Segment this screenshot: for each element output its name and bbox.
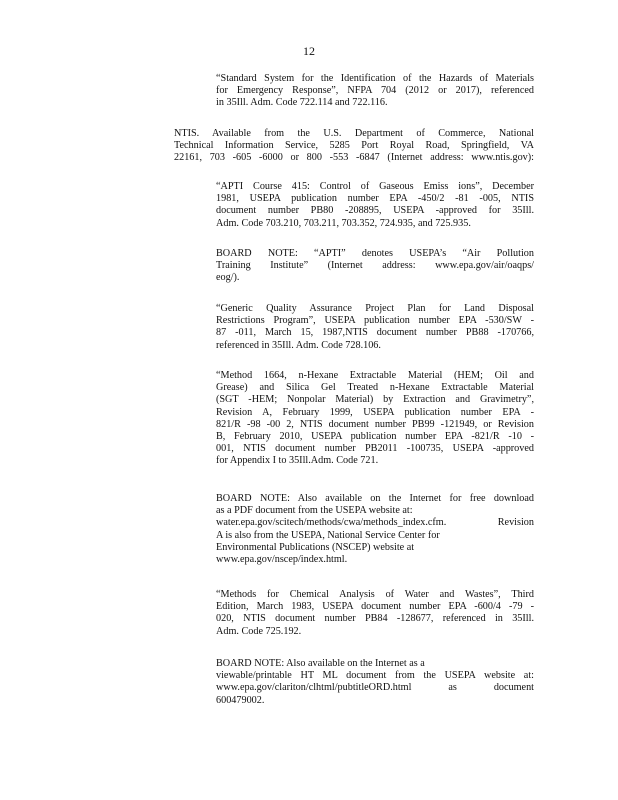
- text-line: Technical Information Service, 5285 Port Royal Road, Springfield, VA: [174, 140, 534, 152]
- text-line: 001, NTIS document number PB2011 -100735, USEPA -approved: [216, 443, 534, 455]
- text-line: B, February 2010, USEPA publication number EPA -821/R -10 -: [216, 431, 534, 443]
- text-line: A is also from the USEPA, National Service Center for: [216, 529, 440, 541]
- reference-generic-qa: [216, 303, 534, 352]
- board-note-methods-chemical-analysis: [216, 658, 534, 707]
- board-note-apti: [216, 248, 534, 285]
- text-line: water.epa.gov/scitech/methods/cwa/methods_index.cfm. Revision: [216, 517, 534, 529]
- text-line: (SGT -HEM; Nonpolar Material) by Extraction and Gravimetry”,: [216, 394, 534, 406]
- text-line: BOARD NOTE: Also available on the Internet for free download: [216, 493, 534, 504]
- text-line: referenced in 35Ill. Adm. Code 728.106.: [216, 339, 381, 351]
- text-line: “Methods for Chemical Analysis of Water and Wastes”, Third: [216, 589, 534, 600]
- text-line: 600479002.: [216, 694, 265, 706]
- text-line: www.epa.gov/nscep/index.html.: [216, 554, 348, 566]
- text-line: “Generic Quality Assurance Project Plan for Land Disposal: [216, 303, 534, 314]
- text-line: Training Institute” (Internet address: www.epa.gov/air/oaqps/: [216, 260, 534, 272]
- text-line: “APTI Course 415: Control of Gaseous Emiss ions”, December: [216, 181, 534, 192]
- text-line: document number PB80 -208895, USEPA -approved for 35Ill.: [216, 205, 534, 217]
- text-line: in 35Ill. Adm. Code 722.114 and 722.116.: [216, 97, 388, 109]
- text-line: Restrictions Program”, USEPA publication number EPA -530/SW -: [216, 315, 534, 327]
- text-line: NTIS. Available from the U.S. Department of Commerce, National: [174, 128, 534, 139]
- text-line: Environmental Publications (NSCEP) website at: [216, 541, 415, 553]
- text-line: “Method 1664, n-Hexane Extractable Material (HEM; Oil and: [216, 370, 534, 381]
- reference-ntis: [174, 128, 534, 165]
- text-line: Grease) and Silica Gel Treated n-Hexane Extractable Material: [216, 382, 534, 394]
- text-line: 020, NTIS document number PB84 -128677, referenced in 35Ill.: [216, 613, 534, 625]
- text-line: BOARD NOTE: “APTI” denotes USEPA’s “Air Pollution: [216, 248, 534, 259]
- text-line: Revision A, February 1999, USEPA publication number EPA -: [216, 406, 534, 418]
- text-line: for Appendix I to 35Ill.Adm. Code 721.: [216, 455, 379, 467]
- reference-apti-415: [216, 181, 534, 230]
- text-line: www.epa.gov/clariton/clhtml/pubtitleORD.html as document: [216, 682, 534, 694]
- text-line: viewable/printable HT ML document from the USEPA website at:: [216, 670, 534, 682]
- text-line: 87 -011, March 15, 1987,NTIS document number PB88 -170766,: [216, 327, 534, 339]
- text-line: BOARD NOTE: Also available on the Internet as a: [216, 658, 425, 669]
- text-line: Adm. Code 725.192.: [216, 625, 302, 637]
- text-line: for Emergency Response”, NFPA 704 (2012 or 2017), referenced: [216, 85, 534, 97]
- board-note-method-1664: [216, 493, 534, 566]
- reference-methods-chemical-analysis: [216, 589, 534, 638]
- page-number: 12: [303, 44, 315, 58]
- text-line: 821/R -98 -00 2, NTIS document number PB99 -121949, or Revision: [216, 418, 534, 430]
- reference-method-1664: [216, 370, 534, 468]
- text-line: as a PDF document from the USEPA website at:: [216, 505, 413, 517]
- text-line: eog/).: [216, 272, 240, 284]
- text-line: “Standard System for the Identification of the Hazards of Materials: [216, 73, 534, 84]
- text-line: Adm. Code 703.210, 703.211, 703.352, 724.935, and 725.935.: [216, 217, 471, 229]
- text-line: Edition, March 1983, USEPA document number EPA -600/4 -79 -: [216, 601, 534, 613]
- text-line: 22161, 703 -605 -6000 or 800 -553 -6847 (Internet address: www.ntis.gov):: [174, 152, 534, 164]
- text-line: 1981, USEPA publication number EPA -450/2 -81 -005, NTIS: [216, 193, 534, 205]
- reference-nfpa-704: [216, 73, 534, 110]
